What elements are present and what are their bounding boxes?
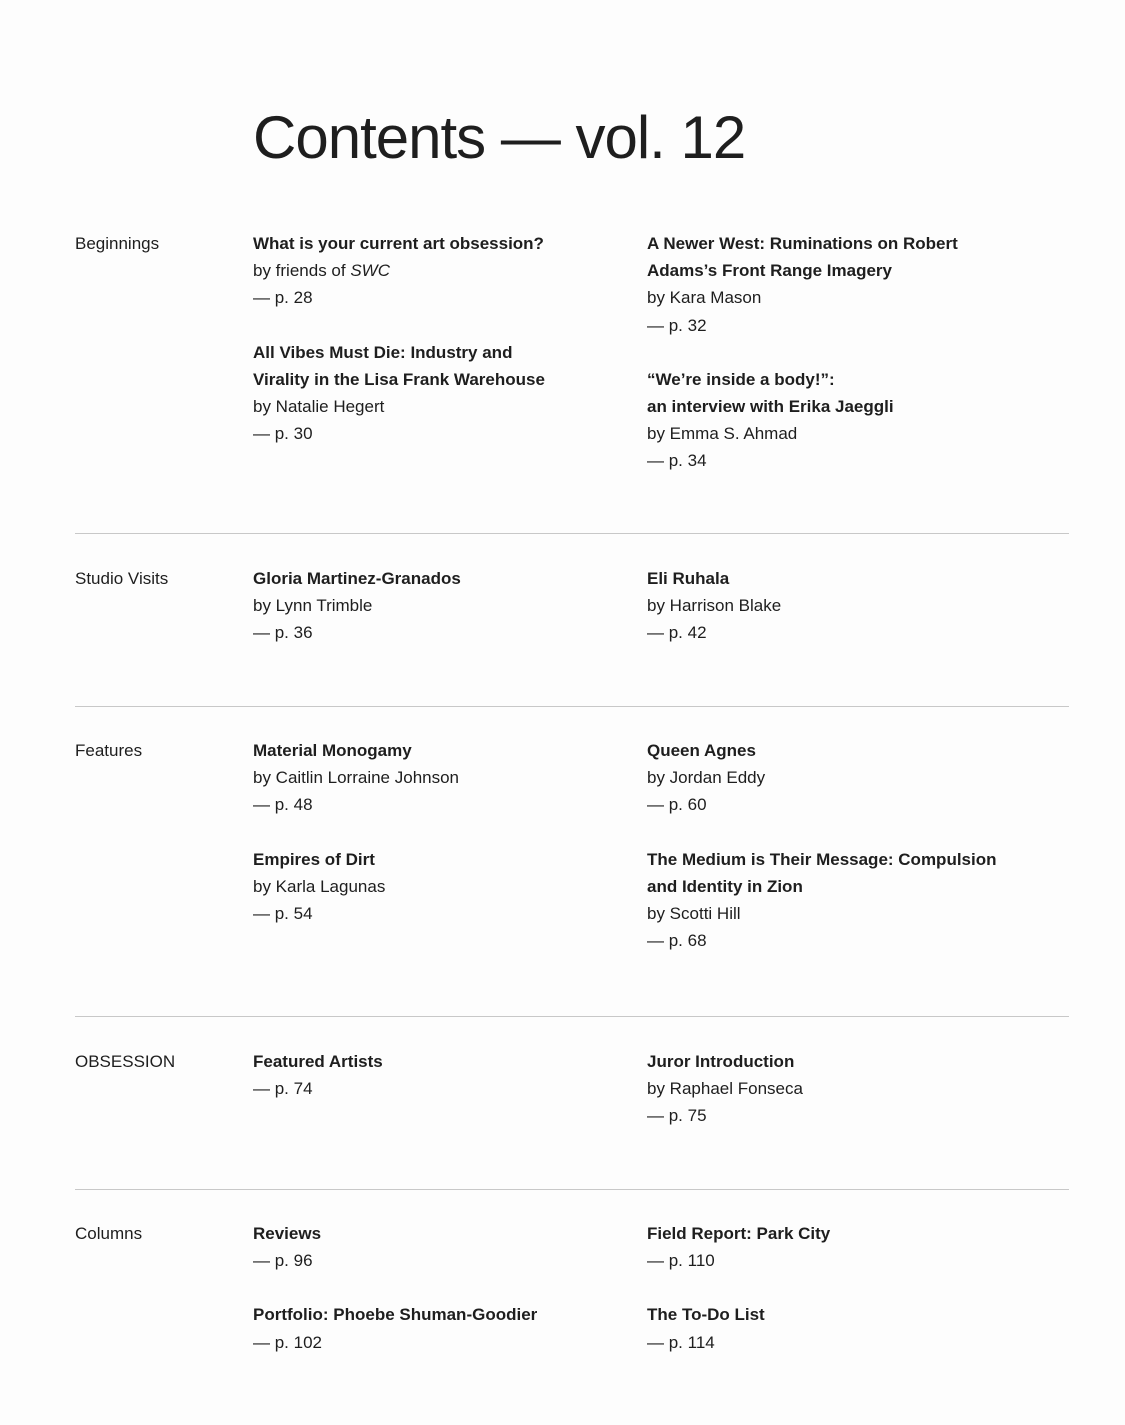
entry-byline: by Harrison Blake: [647, 596, 782, 616]
entry-byline: by Kara Mason: [647, 288, 762, 308]
entry-byline: by Caitlin Lorraine Johnson: [253, 768, 460, 788]
entry-title: A Newer West: Ruminations on Robert: [647, 234, 958, 253]
section-column-right: [647, 737, 1047, 954]
toc-entry[interactable]: [647, 1301, 1047, 1355]
toc-entry[interactable]: [647, 1048, 1047, 1130]
entry-title: Field Report: Park City: [647, 1224, 831, 1243]
section-column-left: [253, 1220, 643, 1356]
entry-byline: by Scotti Hill: [647, 904, 741, 924]
entry-title: “We’re inside a body!”:: [647, 369, 835, 389]
entry-page-number: — p. 74: [253, 1079, 313, 1099]
toc-entry[interactable]: [647, 846, 1047, 955]
entry-page-number: — p. 114: [647, 1332, 715, 1352]
entry-page-number: — p. 42: [647, 623, 707, 643]
entry-byline: by Emma S. Ahmad: [647, 424, 798, 444]
entry-byline: by Lynn Trimble: [253, 596, 373, 616]
entry-title: The To-Do List: [647, 1305, 765, 1325]
section-label: Beginnings: [75, 234, 160, 253]
toc-entry[interactable]: [253, 339, 643, 448]
toc-entry[interactable]: [647, 737, 1047, 819]
entry-title: Gloria Martinez-Granados: [253, 569, 461, 588]
section-label: Studio Visits: [75, 569, 169, 588]
entry-title: Empires of Dirt: [253, 849, 375, 869]
entry-title: Juror Introduction: [647, 1052, 795, 1071]
entry-page-number: — p. 75: [647, 1106, 707, 1126]
section-column-left: [253, 737, 643, 927]
entry-page-number: — p. 68: [647, 931, 707, 951]
entry-title: Eli Ruhala: [647, 569, 730, 588]
toc-section: [75, 706, 1069, 951]
toc-section: [75, 533, 1069, 643]
entry-title: Queen Agnes: [647, 741, 756, 760]
entry-title: Reviews: [253, 1224, 322, 1243]
entry-page-number: — p. 34: [647, 451, 707, 471]
entry-page-number: — p. 28: [253, 288, 313, 308]
page-title: Contents — vol. 12: [253, 104, 746, 171]
entry-title: What is your current art obsession?: [253, 234, 544, 253]
toc-entry[interactable]: [253, 565, 643, 647]
section-column-left: [253, 230, 643, 447]
entry-byline: by Jordan Eddy: [647, 768, 766, 788]
entry-title: an interview with Erika Jaeggli: [647, 397, 894, 417]
section-column-left: [253, 565, 643, 647]
entry-page-number: — p. 96: [253, 1251, 313, 1271]
toc-entry[interactable]: [253, 1048, 643, 1102]
entry-byline: by Natalie Hegert: [253, 397, 385, 417]
toc-entry[interactable]: [647, 565, 1047, 647]
entry-title: Adams’s Front Range Imagery: [647, 261, 892, 281]
toc-entry[interactable]: [647, 366, 1047, 475]
section-label: Features: [75, 741, 143, 760]
section-column-right: [647, 1220, 1047, 1356]
byline-emphasis: SWC: [350, 261, 390, 281]
toc-section: [75, 1016, 1069, 1126]
entry-page-number: — p. 30: [253, 424, 313, 444]
byline-text: by friends of: [253, 261, 351, 281]
entry-page-number: — p. 54: [253, 904, 313, 924]
section-column-right: [647, 1048, 1047, 1130]
toc-entry[interactable]: [253, 230, 643, 312]
entry-page-number: — p. 110: [647, 1251, 715, 1271]
entry-page-number: — p. 36: [253, 623, 313, 643]
section-column-left: [253, 1048, 643, 1102]
entry-page-number: — p. 32: [647, 315, 707, 335]
section-column-right: [647, 230, 1047, 475]
toc-entry[interactable]: [253, 1220, 643, 1274]
entry-page-number: — p. 60: [647, 795, 707, 815]
toc-entry[interactable]: [253, 846, 643, 928]
entry-page-number: — p. 102: [253, 1332, 322, 1352]
entry-byline: by Karla Lagunas: [253, 876, 386, 896]
toc-entry[interactable]: [647, 230, 1047, 339]
section-label: Columns: [75, 1224, 143, 1243]
toc-section: [75, 1189, 1069, 1352]
entry-title: Featured Artists: [253, 1052, 383, 1071]
entry-title: Virality in the Lisa Frank Warehouse: [253, 369, 545, 389]
toc-entry[interactable]: [647, 1220, 1047, 1274]
entry-title: The Medium is Their Message: Compulsion: [647, 849, 997, 869]
entry-title: and Identity in Zion: [647, 876, 803, 896]
toc-entry[interactable]: [253, 1301, 643, 1355]
section-column-right: [647, 565, 1047, 647]
entry-byline: [253, 257, 643, 284]
entry-byline: by Raphael Fonseca: [647, 1079, 803, 1099]
entry-title: All Vibes Must Die: Industry and: [253, 342, 513, 362]
entry-title: Material Monogamy: [253, 741, 412, 760]
entry-page-number: — p. 48: [253, 795, 313, 815]
toc-entry[interactable]: [253, 737, 643, 819]
entry-title: Portfolio: Phoebe Shuman-Goodier: [253, 1305, 538, 1325]
section-label: OBSESSION: [75, 1052, 176, 1071]
